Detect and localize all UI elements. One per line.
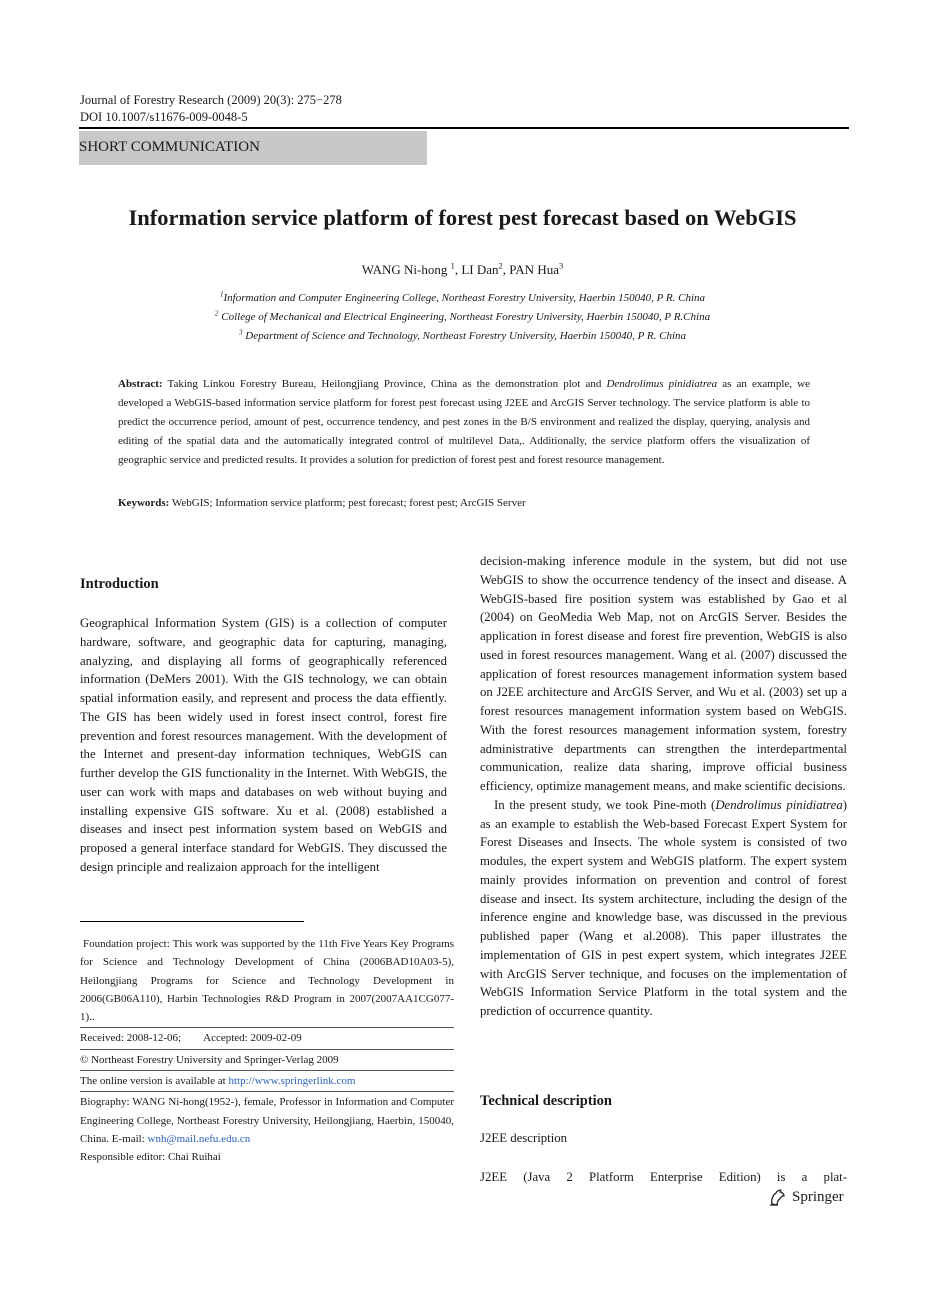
affiliation-text: Department of Science and Technology, Northeast Forestry University, Haerbin 150040, P R. China [242,330,687,342]
copyright-note: © Northeast Forestry University and Springer-Verlag 2009 [80,1053,339,1066]
author-sup: 3 [558,260,564,271]
left-column [80,614,447,877]
body-paragraph [480,796,847,1021]
author-sup: 1 [450,260,455,271]
online-prefix: The online version is available at [80,1075,229,1088]
introduction-paragraph: Geographical Information System (GIS) is a collection of computer hardware, software, and geographic data for capturing, managing, analyzing, and displaying all forms of geographically referenced information (DeMers 2001). With the GIS technology, we can obtain spatial information easily, and represent and process the data effiently. The GIS has been widely used in forest insect control, forest fire prevention and forest resources management. With the development of the Internet and present-day information techniques, WebGIS can further develop the GIS functionality in the Internet. With WebGIS, the user can work with maps and databases on web without buying and installing expensive GIS software. Xu et al. (2008) established a diseases and insect pest information system based on WebGIS and proposed a general interface standard for WebGIS. They discussed the design principle and realizaion approach for the intelligent [80,616,447,874]
editor-note: Responsible editor: Chai Ruihai [80,1151,221,1164]
foundation-note: Foundation project: This work was supported by the 11th Five Years Key Programs for Science and Technology Development of China (2006BAD10A03-5), Heilongjiang Programs for Science and Technology Development in 2006(GB06A110), Harbin Technologies R&D Program in 2007(2007AA1CG077-1).. [80,938,454,1024]
affiliation-sup: 3 [238,328,243,337]
author-name: WANG Ni-hong [361,262,451,277]
email-link[interactable]: wnh@mail.nefu.edu.cn [147,1132,251,1145]
affiliation [0,330,925,342]
springer-name: Springer [792,1188,844,1205]
journal-citation: Journal of Forestry Research (2009) 20(3): 275−278 [80,93,342,107]
springer-horse-icon [768,1187,788,1207]
footnote-divider [80,1091,454,1092]
section-label: SHORT COMMUNICATION [79,139,260,155]
right-column [480,552,847,1021]
springerlink-link[interactable]: http://www.springerlink.com [228,1075,356,1088]
body-paragraph: J2EE (Java 2 Platform Enterprise Edition) is a plat- [480,1170,847,1184]
j2ee-subheading: J2EE description [480,1131,568,1145]
keywords [118,497,810,509]
affiliation [0,292,925,304]
keywords-label: Keywords: [118,497,170,509]
author-name: LI Dan [461,262,499,277]
footnote-rule [80,921,304,922]
abstract-species: Dendrolimus pinidiatrea [606,378,718,390]
footnote-divider [80,1049,454,1050]
accepted-date: Accepted: 2009-02-09 [203,1032,302,1045]
paragraph-text: ) as an example to establish the Web-based Forecast Expert System for Forest Diseases and Insects. The whole system is consisted of two modules, the expert system and WebGIS platform. The expert system mainly provides information on prevention and control of forest disease and insect. Its system architecture, including the design of the inference engine and knowledge base, was discussed in the previous published paper (Wang et al.2008). This paper illustrates the implementation of GIS in pest expert system, which integrates J2EE with ArcGIS Server technique, and focuses on the implementation of WebGIS Information Service Platform in the total system and the prediction of occurrence quantity. [480,797,848,1018]
affiliation-sup: 1 [219,290,224,299]
affiliation [0,311,925,323]
author-name: PAN Hua [509,262,559,277]
paragraph-text: In the present study, we took Pine-moth ( [494,797,716,812]
doi: DOI 10.1007/s11676-009-0048-5 [80,110,248,124]
header-rule [79,127,849,129]
affiliation-sup: 2 [214,309,219,318]
introduction-heading: Introduction [80,576,159,592]
dates-note [80,1029,454,1047]
footnotes [80,935,454,1167]
author-sep: , [454,262,462,277]
footnote-divider [80,1070,454,1071]
affiliation-text: College of Mechanical and Electrical Engineering, Northeast Forestry University, Haerbin 150040, P R.China [218,311,711,323]
abstract-text: Taking Linkou Forestry Bureau, Heilongjiang Province, China as the demonstration plot and [162,378,607,390]
biography-note [80,1093,454,1148]
paper-title: Information service platform of forest pest forecast based on WebGIS [128,205,797,230]
keywords-text: WebGIS; Information service platform; pest forecast; forest pest; ArcGIS Server [169,497,526,509]
abstract-text: as an example, we developed a WebGIS-based information service platform for forest pest forecast using J2EE and ArcGIS Server technology. The service platform is able to predict the occurrence period, amount of pest, occurrence tendency, and pest zones in the B/S environment and realized the display, querying, analysis and editing of the spatial data and the automatically integrated control of multilevel Data,. Additionally, the service platform offers the visualization of geographic service and predicted results. It provides a solution for prediction of forest pest and forest resource management. [118,378,810,466]
publisher-logo [768,1187,844,1207]
technical-description-heading: Technical description [480,1093,612,1109]
abstract-label: Abstract: [118,378,163,390]
footnote-divider [80,1027,454,1028]
author-list [0,262,925,278]
affiliation-text: Information and Computer Engineering College, Northeast Forestry University, Haerbin 150040, P R. China [223,292,706,304]
online-note [80,1072,454,1090]
author-sup: 2 [498,260,503,271]
abstract [118,375,810,470]
species-name: Dendrolimus pinidiatrea [715,797,843,812]
biography-text: Biography: WANG Ni-hong(1952-), female, Professor in Information and Computer Engineering College, Northeast Forestry University, Heilongjiang, Haerbin, 150040, China. E-mail: [80,1096,454,1145]
received-date: Received: 2008-12-06; [80,1032,182,1045]
author-sep: , [502,262,510,277]
body-paragraph: decision-making inference module in the system, but did not use WebGIS to show the occurrence tendency of the insect and disease. A WebGIS-based fire position system was established by Gao et al (2004) on GeoMedia Web Map, not on ArcGIS Server. Besides the application in forest disease and forest fire prevention, WebGIS is also used in forest resources management. Wang et al. (2007) discussed the application of forest resources management information system based on J2EE architecture and ArcGIS Server, and Wu et al. (2003) set up a forest resources management information system based on WebGIS. With the forest resources management information system, forestry administrative departments can strengthen the interdepartmental communication, realize data sharing, improve official business efficiency, optimize management means, and make scientific decisions. [480,554,847,793]
